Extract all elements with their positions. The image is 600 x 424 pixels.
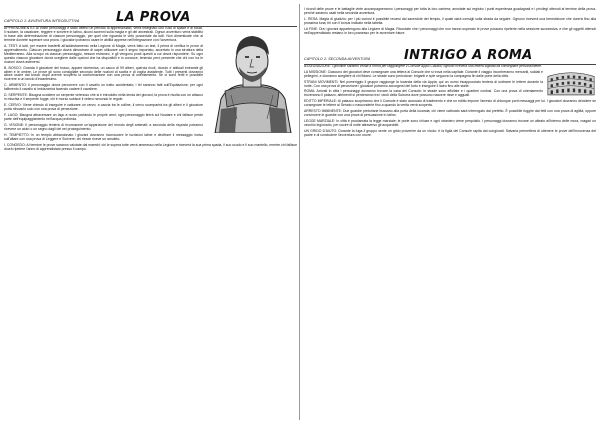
right-column <box>304 0 596 424</box>
section-title: INTRIGO A ROMA <box>404 47 533 63</box>
column-divider <box>299 4 300 420</box>
paragraph: C. ARMENTO: il personaggio dovrà percorrere con il cavallo un tratto accidentato; i tiri saranno fatti sull'Equitazione; per ogni fallimento il cavallo si imbizzarrirà facendo cadere il cavaliere. <box>4 83 203 92</box>
paragraph: E. CERVO: Viene chiesto di inseguire e catturare un cervo; a caccia tra le colline, il cervo scomparirà tra gli alberi e il giocatore potrà ritrovarlo solo con una prova di percezione. <box>4 103 203 112</box>
paragraph: LA MISSIONE: Ciascuno dei giocatori deve consegnare una lettera al Console che si trova nella capitale. Durante il viaggio incontreranno mercanti, soldati e pellegrini, e dovranno scegliere di chi fidarsi. Le strade sono pericolose: briganti e spie seguono la compagnia fin dalle porte della città. <box>304 69 543 78</box>
paragraph: D. SERPENTE: Bisogna uccidere un serpente velenoso che si è introdotto nella tenda dei giovani; la prova è risolta con un attacco in mischia e il serpente fugge, chi è morso subisce il veleno secondo le regole. <box>4 93 203 102</box>
section-header-la-prova <box>4 6 297 27</box>
paragraph: STRANI MOVIMENTI: Nel pomeriggio il gruppo raggiunge la locanda della via Appia; qui un uomo incappucciato tenterà di sottrarre le lettere durante la notte. Con una prova di percezione i giocatori potranno accorgersi del furto e inseguire il ladro fino alle stalle. <box>304 79 543 88</box>
roman-soldier-illustration <box>207 29 297 133</box>
left-column <box>4 0 297 424</box>
chapter-tag: CAPITOLO 1: AVVENTURA INTRODUTTIVA <box>4 19 80 23</box>
paragraph: L. RESA: Magia di giudizio; per i più curiosi è possibile recarsi dal sacerdote del tempio, il quale darà consigli sulla strada da seguire. Ognuno riceverà una benedizione che durerà fino alla prossima luna; tiri con il bonus indicato nella tabella. <box>304 16 596 25</box>
intro-paragraph: APPRENDIMENTO: Ai vostri personaggi è stato offerto un periodo di apprendistato, verrà insegnato loro l'uso di spade e di scudi, il nuotare, la cavalcare, reggere e scrivere in latino, alcuni accenni sulla magia e gli dei ancestrali. Ognun avventuro verrà stabilito in base alla determinazione di ciascun personaggio, per quel che riguarda le virtù possedute da tutti. Non dimenticate che al termine dovrete superare una prova. I giocatori potranno usare le abilità apprese nell'integrazione con l'avventura. <box>4 26 203 42</box>
paragraph: F. LAGO: Bisogna attraversare un lago a nuoto portando le proprie armi; ogni personaggio tirerà sul Nuotare e chi fallisce perde parte dell'equipaggiamento nell'acqua profonda. <box>4 113 203 122</box>
caption-paragraph: ASSEGNAZIONE: I giocatori saranno inviati a Roma per raggiungere il Console Appio Claudio; ognuno riceverà una lettera sigillata da consegnare personalmente. <box>304 63 542 68</box>
paragraph: I. CONGEDO: Al termine le prove saranno valutate dai maestri; chi le supera tutte verrà ammesso nella Legione e riceverà la sua prima spada, il suo scudo e il suo mantello, mentre chi fallisce dovrà ripetere l'anno di apprendistato presso il campo. <box>4 142 297 151</box>
paragraph: UN GRIDO D'AIUTO: Durante la fuga il gruppo sente un grido provenire da un vicolo: è la figlia del Console rapita dai congiurati. Salvarla permetterà di ottenere le prove dell'innocenza del padre e di concludere l'avventura con onore. <box>304 129 596 138</box>
paragraph: H. TEMPIETTO: In un tempio abbandonato i giovani dovranno riconoscere le iscrizioni latine e decifrare il messaggio inciso sull'altare con una prova di Leggere e Scrivere; chi riesce riceve un amuleto. <box>4 132 203 141</box>
paragraph: I ricordi delle prove e le battaglie vinte accompagneranno i personaggi per tutta la loro carriera; annotate sul registro i punti esperienza guadagnati e i privilegi ottenuti al termine della prova, perché saranno usati nella seconda avventura. <box>304 7 596 15</box>
paragraph: A. TEST: A tutti, per essere trasferiti all'addestramento nella Legione di Magia, verrà fatto un test, il prima di verifica le prove di apprendimento. Ciascun personaggio dovrà dimostrare di saper utilizzare con il segno importato, accertato in una struttura della Mediterraneo. Alla scrupo va ciascun personaggio, nessun estraneo, e gli vengono posti quesiti a cui dovrà rispondere. Su ogni quesito ciascun giocatore dovrà scegliere dalle opzioni che ha disponibili e lo conosce, tenendo però presente che chi non ha le nozioni dovrà astenersi. <box>4 43 203 64</box>
paragraph: LA FINE: Ora i giovani appartengono alla Legione di Magia. Ricordate che i personaggi che non hanno superato le prove possono ripeterle nella sessione successiva, e che gli oggetti ottenuti nell'apprendistato restano in loro possesso per le avventure future. <box>304 26 596 35</box>
paragraph: B. BOSCO: Guarda il giocatore del bosco, appare domenica, un cacco di 99 alberi, quercia ricoli, ricordo e abituali entrambi gli alberi e le ombre. Le prove gli sono consigliate secondo delle nozioni di scotta e di voglia assistente. Tutti i presenti dovranno allora uscire dal bosco dopo averne scoperto la conformazione con una prova di orientamento. Se ci sono feriti è possibile ricorrere a un lancio d'incantesimo. <box>4 65 203 82</box>
paragraph: ARRESTO IMMINENTE: Due guardie pretoriane bussano alla porta della locanda; chi viene catturato sarà interrogato dal prefetto. È possibile fuggire dai tetti con una prova di agilità, oppure convincere le guardie con una prova di persuasione in latino. <box>304 109 596 118</box>
paragraph: G. VISIONE: Il personaggio tenterà di riconoscere un'apparizione del mondo degli antenati; a seconda della risposta potranno ricevere un aiuto o un segno dagli dei nel proseguimento. <box>4 123 203 131</box>
paragraph: ROMA: Arrivati in città i personaggi dovranno trovare la casa del Console; le strade sono affollate e i quartieri confusi. Con una prova di orientamento troveranno il palazzo, altrimenti si perderanno tra i vicoli della Suburra dove possono nascere risse e agguati. <box>304 89 543 98</box>
paragraph: LEGGE MARZIALE: In città è proclamata la legge marziale; le porte sono chiuse e ogni straniero viene perquisito. I personaggi dovranno trovare un alleato all'interno delle mura, magari un vecchio legionario, per uscire di notte attraverso gli acquedotti. <box>304 119 596 128</box>
chapter-tag: CAPITOLO 2: SECONDA AVVENTURA <box>304 56 371 61</box>
section-title: LA PROVA <box>116 10 191 25</box>
paragraph: EDITTO IMPERIALE: Al palazzo scopriranno che il Console è stato accusato di tradimento e che un editto impone l'arresto di chiunque porti messaggi per lui. I giocatori dovranno decidere se consegnare le lettere al Senato o nasconderle fino a quando la verità verrà scoperta. <box>304 99 596 108</box>
colosseum-illustration <box>546 67 596 97</box>
section-header-intrigo-a-roma <box>304 42 596 65</box>
